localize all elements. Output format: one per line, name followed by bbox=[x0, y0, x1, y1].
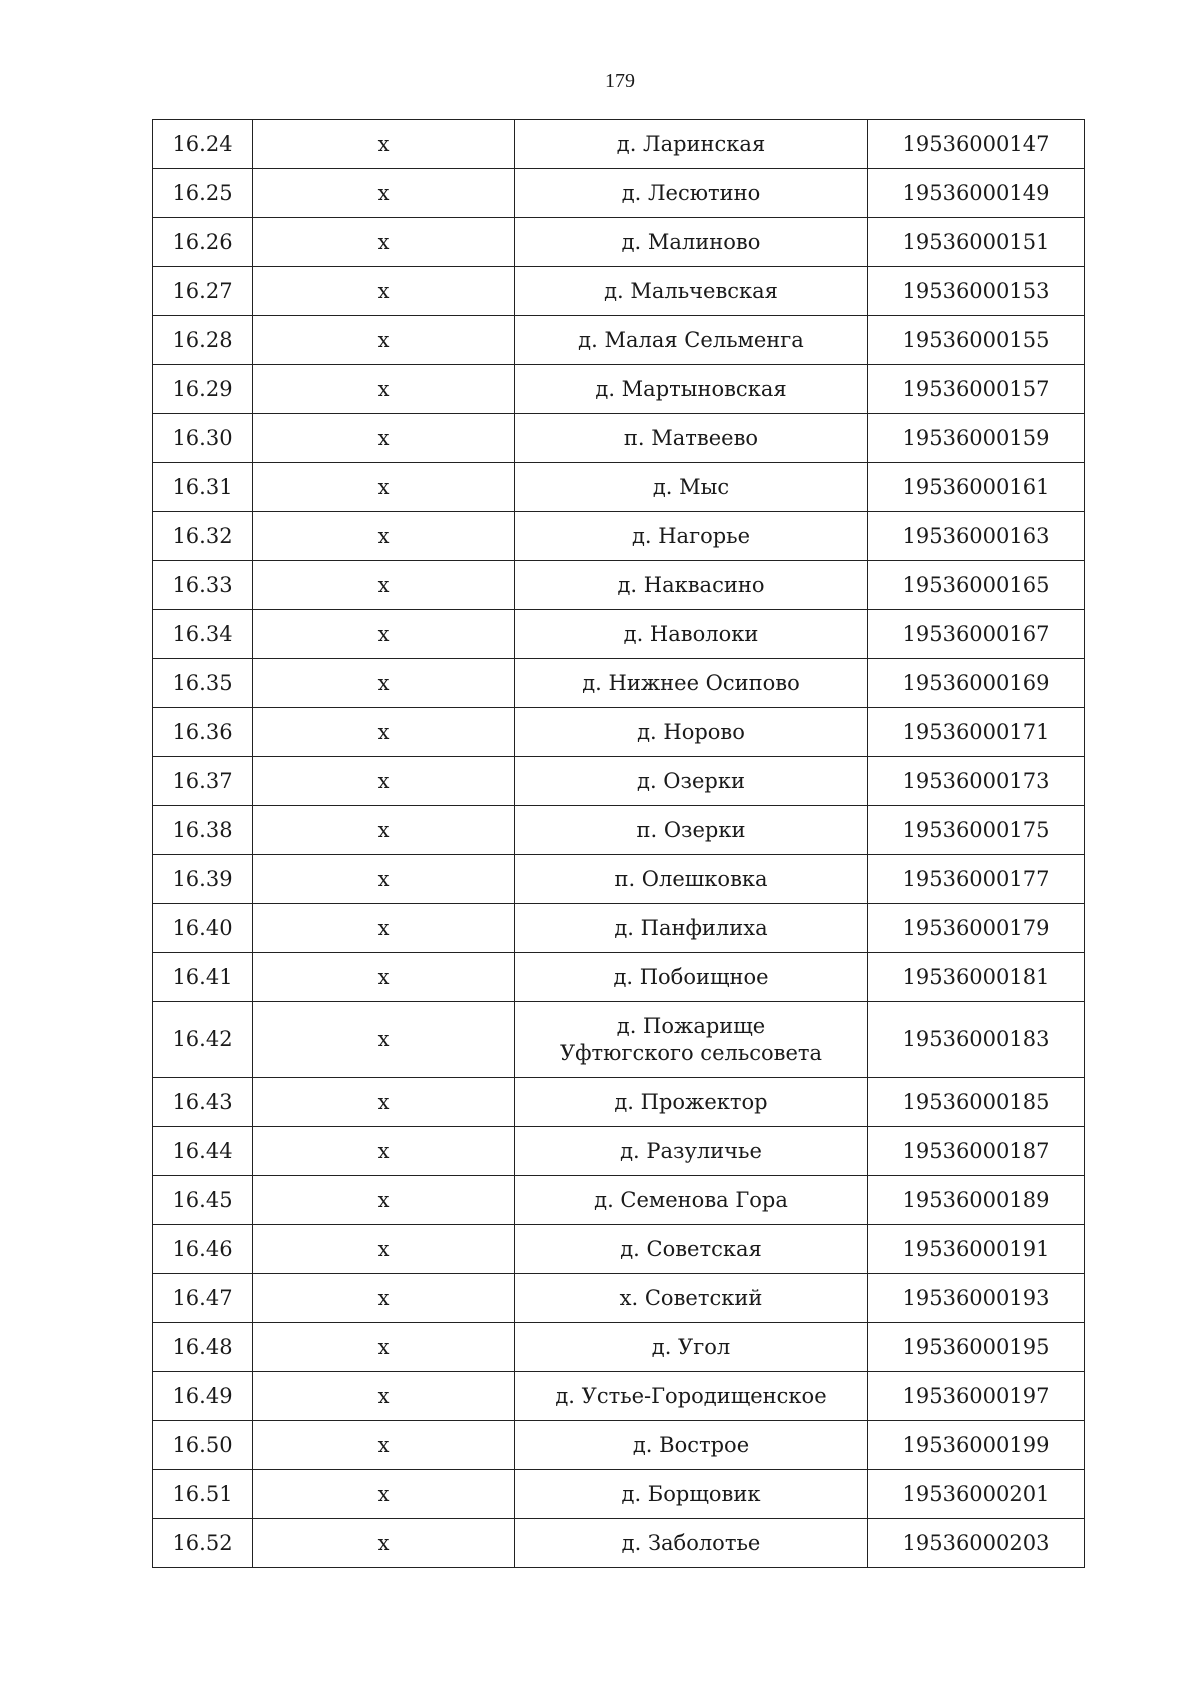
mark-cell: x bbox=[253, 1470, 515, 1519]
settlement-name-cell bbox=[515, 1470, 868, 1519]
settlement-name-line: п. Озерки bbox=[636, 817, 746, 842]
row-number-cell: 16.30 bbox=[153, 414, 253, 463]
settlement-name-cell bbox=[515, 1127, 868, 1176]
settlement-name-line: д. Угол bbox=[651, 1334, 731, 1359]
oktmo-code-cell: 19536000181 bbox=[868, 953, 1085, 1002]
row-number-cell: 16.51 bbox=[153, 1470, 253, 1519]
settlement-name-line: д. Побоищное bbox=[613, 964, 769, 989]
settlement-name-line: д. Лесютино bbox=[621, 180, 761, 205]
mark-cell: x bbox=[253, 1002, 515, 1078]
oktmo-code-cell: 19536000175 bbox=[868, 806, 1085, 855]
settlements-table bbox=[152, 119, 1085, 1568]
table-row bbox=[153, 1176, 1085, 1225]
settlement-name-cell bbox=[515, 855, 868, 904]
row-number-cell: 16.49 bbox=[153, 1372, 253, 1421]
settlement-name-cell bbox=[515, 757, 868, 806]
settlement-name-line: д. Нагорье bbox=[631, 523, 751, 548]
mark-cell: x bbox=[253, 610, 515, 659]
settlement-name-cell bbox=[515, 316, 868, 365]
oktmo-code-cell: 19536000159 bbox=[868, 414, 1085, 463]
settlement-name-cell bbox=[515, 561, 868, 610]
table-row bbox=[153, 953, 1085, 1002]
table-row bbox=[153, 610, 1085, 659]
table-body bbox=[153, 120, 1085, 1568]
oktmo-code-cell: 19536000155 bbox=[868, 316, 1085, 365]
settlement-name-line: д. Семенова Гора bbox=[594, 1187, 788, 1212]
settlement-name-line: Уфтюгского сельсовета bbox=[559, 1040, 823, 1065]
oktmo-code-cell: 19536000165 bbox=[868, 561, 1085, 610]
settlement-name-line: п. Олешковка bbox=[614, 866, 768, 891]
row-number-cell: 16.37 bbox=[153, 757, 253, 806]
row-number-cell: 16.50 bbox=[153, 1421, 253, 1470]
settlement-name-cell bbox=[515, 218, 868, 267]
mark-cell: x bbox=[253, 1078, 515, 1127]
table-row bbox=[153, 365, 1085, 414]
table-row bbox=[153, 1127, 1085, 1176]
mark-cell: x bbox=[253, 1225, 515, 1274]
settlement-name-cell bbox=[515, 267, 868, 316]
mark-cell: x bbox=[253, 757, 515, 806]
oktmo-code-cell: 19536000173 bbox=[868, 757, 1085, 806]
mark-cell: x bbox=[253, 561, 515, 610]
settlement-name-cell bbox=[515, 1372, 868, 1421]
oktmo-code-cell: 19536000187 bbox=[868, 1127, 1085, 1176]
settlement-name-cell bbox=[515, 1176, 868, 1225]
table-row bbox=[153, 708, 1085, 757]
table-row bbox=[153, 561, 1085, 610]
row-number-cell: 16.33 bbox=[153, 561, 253, 610]
oktmo-code-cell: 19536000149 bbox=[868, 169, 1085, 218]
mark-cell: x bbox=[253, 855, 515, 904]
settlement-name-cell bbox=[515, 1225, 868, 1274]
oktmo-code-cell: 19536000199 bbox=[868, 1421, 1085, 1470]
table-row bbox=[153, 1372, 1085, 1421]
table-row bbox=[153, 806, 1085, 855]
settlement-name-line: д. Наквасино bbox=[617, 572, 765, 597]
row-number-cell: 16.31 bbox=[153, 463, 253, 512]
row-number-cell: 16.43 bbox=[153, 1078, 253, 1127]
mark-cell: x bbox=[253, 1176, 515, 1225]
oktmo-code-cell: 19536000193 bbox=[868, 1274, 1085, 1323]
oktmo-code-cell: 19536000201 bbox=[868, 1470, 1085, 1519]
row-number-cell: 16.32 bbox=[153, 512, 253, 561]
settlement-name-line: д. Малая Сельменга bbox=[578, 327, 804, 352]
settlement-name-line: д. Заболотье bbox=[621, 1530, 761, 1555]
settlement-name-cell bbox=[515, 120, 868, 169]
row-number-cell: 16.41 bbox=[153, 953, 253, 1002]
settlement-name-line: д. Мыс bbox=[652, 474, 730, 499]
table-row bbox=[153, 1274, 1085, 1323]
oktmo-code-cell: 19536000171 bbox=[868, 708, 1085, 757]
settlement-name-line: д. Прожектор bbox=[614, 1089, 768, 1114]
oktmo-code-cell: 19536000167 bbox=[868, 610, 1085, 659]
table-row bbox=[153, 316, 1085, 365]
oktmo-code-cell: 19536000183 bbox=[868, 1002, 1085, 1078]
mark-cell: x bbox=[253, 218, 515, 267]
mark-cell: x bbox=[253, 1274, 515, 1323]
row-number-cell: 16.27 bbox=[153, 267, 253, 316]
settlement-name-line: п. Матвеево bbox=[623, 425, 759, 450]
table-row bbox=[153, 1002, 1085, 1078]
oktmo-code-cell: 19536000191 bbox=[868, 1225, 1085, 1274]
settlement-name-cell bbox=[515, 904, 868, 953]
settlement-name-cell bbox=[515, 1078, 868, 1127]
oktmo-code-cell: 19536000151 bbox=[868, 218, 1085, 267]
oktmo-code-cell: 19536000147 bbox=[868, 120, 1085, 169]
settlement-name-cell bbox=[515, 610, 868, 659]
mark-cell: x bbox=[253, 1127, 515, 1176]
row-number-cell: 16.38 bbox=[153, 806, 253, 855]
oktmo-code-cell: 19536000203 bbox=[868, 1519, 1085, 1568]
table-row bbox=[153, 218, 1085, 267]
mark-cell: x bbox=[253, 365, 515, 414]
settlement-name-line: д. Вострое bbox=[632, 1432, 750, 1457]
oktmo-code-cell: 19536000179 bbox=[868, 904, 1085, 953]
settlement-name-cell bbox=[515, 169, 868, 218]
settlement-name-cell bbox=[515, 463, 868, 512]
mark-cell: x bbox=[253, 463, 515, 512]
oktmo-code-cell: 19536000153 bbox=[868, 267, 1085, 316]
mark-cell: x bbox=[253, 316, 515, 365]
mark-cell: x bbox=[253, 708, 515, 757]
table-row bbox=[153, 463, 1085, 512]
mark-cell: x bbox=[253, 904, 515, 953]
oktmo-code-cell: 19536000169 bbox=[868, 659, 1085, 708]
row-number-cell: 16.47 bbox=[153, 1274, 253, 1323]
oktmo-code-cell: 19536000197 bbox=[868, 1372, 1085, 1421]
settlement-name-cell bbox=[515, 953, 868, 1002]
settlement-name-cell bbox=[515, 1002, 868, 1078]
row-number-cell: 16.44 bbox=[153, 1127, 253, 1176]
oktmo-code-cell: 19536000161 bbox=[868, 463, 1085, 512]
settlement-name-cell bbox=[515, 806, 868, 855]
mark-cell: x bbox=[253, 414, 515, 463]
row-number-cell: 16.36 bbox=[153, 708, 253, 757]
settlement-name-line: д. Разуличье bbox=[620, 1138, 762, 1163]
table-row bbox=[153, 512, 1085, 561]
table-row bbox=[153, 1470, 1085, 1519]
row-number-cell: 16.34 bbox=[153, 610, 253, 659]
settlement-name-line: д. Ларинская bbox=[616, 131, 766, 156]
mark-cell: x bbox=[253, 1372, 515, 1421]
row-number-cell: 16.29 bbox=[153, 365, 253, 414]
mark-cell: x bbox=[253, 1323, 515, 1372]
table-row bbox=[153, 855, 1085, 904]
row-number-cell: 16.26 bbox=[153, 218, 253, 267]
table-row bbox=[153, 120, 1085, 169]
mark-cell: x bbox=[253, 169, 515, 218]
settlement-name-line: х. Советский bbox=[619, 1285, 763, 1310]
row-number-cell: 16.48 bbox=[153, 1323, 253, 1372]
settlement-name-line: д. Панфилиха bbox=[614, 915, 768, 940]
oktmo-code-cell: 19536000185 bbox=[868, 1078, 1085, 1127]
settlement-name-line: д. Советская bbox=[620, 1236, 762, 1261]
settlement-name-cell bbox=[515, 365, 868, 414]
oktmo-code-cell: 19536000189 bbox=[868, 1176, 1085, 1225]
row-number-cell: 16.28 bbox=[153, 316, 253, 365]
settlement-name-line: д. Озерки bbox=[637, 768, 745, 793]
settlement-name-cell bbox=[515, 512, 868, 561]
page-number: 179 bbox=[605, 70, 635, 92]
table-row bbox=[153, 1225, 1085, 1274]
settlement-name-line: д. Устье-Городищенское bbox=[555, 1383, 827, 1408]
table-row bbox=[153, 757, 1085, 806]
table-row bbox=[153, 1519, 1085, 1568]
settlement-name-line: д. Норово bbox=[637, 719, 745, 744]
mark-cell: x bbox=[253, 1421, 515, 1470]
table-row bbox=[153, 414, 1085, 463]
row-number-cell: 16.42 bbox=[153, 1002, 253, 1078]
table-row bbox=[153, 1323, 1085, 1372]
settlement-name-line: д. Мальчевская bbox=[604, 278, 778, 303]
row-number-cell: 16.39 bbox=[153, 855, 253, 904]
mark-cell: x bbox=[253, 806, 515, 855]
mark-cell: x bbox=[253, 1519, 515, 1568]
table-row bbox=[153, 169, 1085, 218]
mark-cell: x bbox=[253, 120, 515, 169]
settlement-name-line: д. Наволоки bbox=[623, 621, 759, 646]
mark-cell: x bbox=[253, 659, 515, 708]
settlement-name-line: д. Пожарище bbox=[616, 1013, 766, 1038]
oktmo-code-cell: 19536000157 bbox=[868, 365, 1085, 414]
table-row bbox=[153, 1078, 1085, 1127]
row-number-cell: 16.45 bbox=[153, 1176, 253, 1225]
mark-cell: x bbox=[253, 953, 515, 1002]
settlement-name-cell bbox=[515, 1421, 868, 1470]
row-number-cell: 16.52 bbox=[153, 1519, 253, 1568]
row-number-cell: 16.25 bbox=[153, 169, 253, 218]
settlement-name-line: д. Малиново bbox=[621, 229, 761, 254]
settlement-name-line: д. Борщовик bbox=[621, 1481, 761, 1506]
table-row bbox=[153, 659, 1085, 708]
table-row bbox=[153, 1421, 1085, 1470]
row-number-cell: 16.46 bbox=[153, 1225, 253, 1274]
table-row bbox=[153, 267, 1085, 316]
settlement-name-cell bbox=[515, 414, 868, 463]
settlement-name-line: д. Мартыновская bbox=[595, 376, 787, 401]
settlement-name-cell bbox=[515, 1519, 868, 1568]
table-row bbox=[153, 904, 1085, 953]
mark-cell: x bbox=[253, 512, 515, 561]
settlement-name-cell bbox=[515, 659, 868, 708]
mark-cell: x bbox=[253, 267, 515, 316]
row-number-cell: 16.40 bbox=[153, 904, 253, 953]
oktmo-code-cell: 19536000195 bbox=[868, 1323, 1085, 1372]
settlement-name-cell bbox=[515, 1274, 868, 1323]
row-number-cell: 16.24 bbox=[153, 120, 253, 169]
settlement-name-cell bbox=[515, 1323, 868, 1372]
oktmo-code-cell: 19536000177 bbox=[868, 855, 1085, 904]
settlement-name-line: д. Нижнее Осипово bbox=[582, 670, 800, 695]
settlement-name-cell bbox=[515, 708, 868, 757]
row-number-cell: 16.35 bbox=[153, 659, 253, 708]
oktmo-code-cell: 19536000163 bbox=[868, 512, 1085, 561]
